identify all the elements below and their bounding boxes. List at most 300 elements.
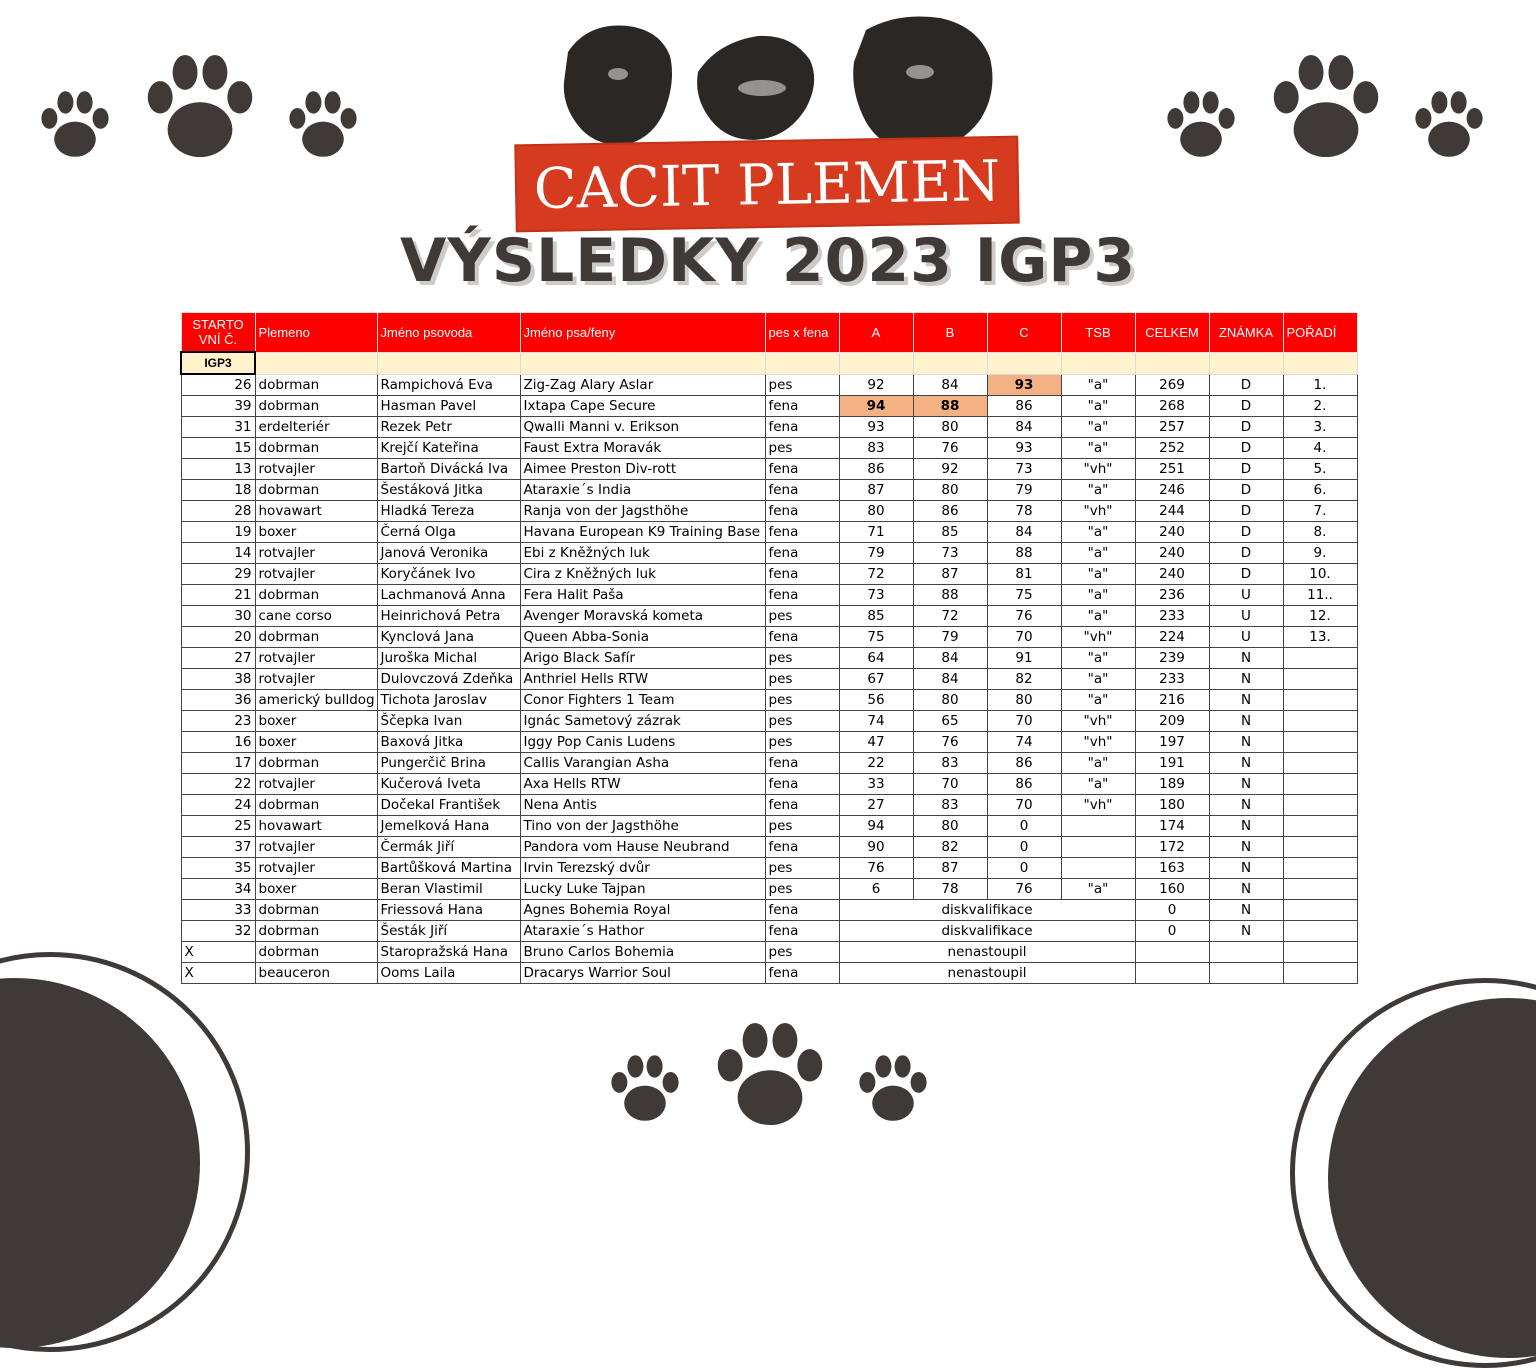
column-header: C bbox=[987, 313, 1061, 353]
tsb-cell: "a" bbox=[1061, 564, 1135, 585]
group-cell bbox=[1209, 352, 1283, 374]
handler-cell: Hasman Pavel bbox=[377, 396, 520, 417]
breed-cell: erdelteriér bbox=[255, 417, 377, 438]
breed-cell: dobrman bbox=[255, 942, 377, 963]
tsb-cell: "a" bbox=[1061, 480, 1135, 501]
dog-name-cell: Fera Halit Paša bbox=[520, 585, 765, 606]
score-a-cell: 83 bbox=[839, 438, 913, 459]
tsb-cell: "a" bbox=[1061, 669, 1135, 690]
dog-name-cell: Nena Antis bbox=[520, 795, 765, 816]
rank-cell bbox=[1283, 816, 1357, 837]
breed-cell: dobrman bbox=[255, 795, 377, 816]
grade-cell: U bbox=[1209, 585, 1283, 606]
score-a-cell: 33 bbox=[839, 774, 913, 795]
table-row bbox=[181, 648, 1357, 669]
score-b-cell: 83 bbox=[913, 795, 987, 816]
grade-cell: N bbox=[1209, 837, 1283, 858]
paw-print-icon bbox=[604, 1052, 686, 1124]
table-row bbox=[181, 774, 1357, 795]
dog-name-cell: Ataraxie´s Hathor bbox=[520, 921, 765, 942]
rank-cell: 3. bbox=[1283, 417, 1357, 438]
handler-cell: Friessová Hana bbox=[377, 900, 520, 921]
grade-cell: N bbox=[1209, 690, 1283, 711]
total-cell: 0 bbox=[1135, 900, 1209, 921]
handler-cell: Dočekal František bbox=[377, 795, 520, 816]
dog-name-cell: Tino von der Jagsthöhe bbox=[520, 816, 765, 837]
sex-cell: pes bbox=[765, 606, 839, 627]
breed-cell: boxer bbox=[255, 522, 377, 543]
group-cell bbox=[913, 352, 987, 374]
score-c-cell: 70 bbox=[987, 627, 1061, 648]
status-note-cell: diskvalifikace bbox=[839, 900, 1135, 921]
score-a-cell: 6 bbox=[839, 879, 913, 900]
column-header: TSB bbox=[1061, 313, 1135, 353]
total-cell: 189 bbox=[1135, 774, 1209, 795]
score-a-cell: 87 bbox=[839, 480, 913, 501]
start-number-cell: 15 bbox=[181, 438, 255, 459]
sex-cell: pes bbox=[765, 711, 839, 732]
rank-cell: 2. bbox=[1283, 396, 1357, 417]
table-row bbox=[181, 374, 1357, 396]
start-number-cell: 37 bbox=[181, 837, 255, 858]
tsb-cell: "vh" bbox=[1061, 795, 1135, 816]
total-cell: 174 bbox=[1135, 816, 1209, 837]
score-b-cell: 72 bbox=[913, 606, 987, 627]
start-number-cell: 33 bbox=[181, 900, 255, 921]
dog-name-cell: Avenger Moravská kometa bbox=[520, 606, 765, 627]
rank-cell bbox=[1283, 858, 1357, 879]
grade-cell: D bbox=[1209, 459, 1283, 480]
sex-cell: fena bbox=[765, 585, 839, 606]
sex-cell: fena bbox=[765, 963, 839, 984]
score-a-cell: 27 bbox=[839, 795, 913, 816]
grade-cell: D bbox=[1209, 417, 1283, 438]
total-cell: 268 bbox=[1135, 396, 1209, 417]
score-a-cell: 85 bbox=[839, 606, 913, 627]
empty-cell bbox=[1283, 963, 1357, 984]
rank-cell: 8. bbox=[1283, 522, 1357, 543]
sex-cell: fena bbox=[765, 795, 839, 816]
table-row bbox=[181, 396, 1357, 417]
start-number-cell: 29 bbox=[181, 564, 255, 585]
status-note-cell: nenastoupil bbox=[839, 963, 1135, 984]
group-cell bbox=[1061, 352, 1135, 374]
grade-cell: D bbox=[1209, 501, 1283, 522]
empty-cell bbox=[1283, 942, 1357, 963]
page-title: VÝSLEDKY 2023 IGP3 bbox=[399, 226, 1137, 296]
grade-cell: D bbox=[1209, 480, 1283, 501]
group-label: IGP3 bbox=[181, 352, 255, 374]
dog-name-cell: Lucky Luke Tajpan bbox=[520, 879, 765, 900]
sex-cell: pes bbox=[765, 942, 839, 963]
tsb-cell bbox=[1061, 837, 1135, 858]
grade-cell: U bbox=[1209, 606, 1283, 627]
start-number-cell: X bbox=[181, 942, 255, 963]
score-c-cell: 76 bbox=[987, 606, 1061, 627]
handler-cell: Juroška Michal bbox=[377, 648, 520, 669]
total-cell: 191 bbox=[1135, 753, 1209, 774]
handler-cell: Krejčí Kateřina bbox=[377, 438, 520, 459]
group-row bbox=[181, 352, 1357, 374]
total-cell: 233 bbox=[1135, 669, 1209, 690]
handler-cell: Staropražská Hana bbox=[377, 942, 520, 963]
start-number-cell: 25 bbox=[181, 816, 255, 837]
dog-name-cell: Ebi z Kněžných luk bbox=[520, 543, 765, 564]
score-b-cell: 73 bbox=[913, 543, 987, 564]
score-a-cell: 67 bbox=[839, 669, 913, 690]
breed-cell: americký bulldog bbox=[255, 690, 377, 711]
breed-cell: boxer bbox=[255, 711, 377, 732]
table-row bbox=[181, 711, 1357, 732]
empty-cell bbox=[1135, 942, 1209, 963]
score-a-cell: 74 bbox=[839, 711, 913, 732]
table-row bbox=[181, 858, 1357, 879]
tsb-cell: "a" bbox=[1061, 690, 1135, 711]
grade-cell: N bbox=[1209, 711, 1283, 732]
rank-cell: 13. bbox=[1283, 627, 1357, 648]
rank-cell bbox=[1283, 774, 1357, 795]
score-b-cell: 65 bbox=[913, 711, 987, 732]
dog-name-cell: Queen Abba-Sonia bbox=[520, 627, 765, 648]
breed-cell: dobrman bbox=[255, 921, 377, 942]
rank-cell: 6. bbox=[1283, 480, 1357, 501]
grade-cell: N bbox=[1209, 732, 1283, 753]
table-row bbox=[181, 900, 1357, 921]
total-cell: 246 bbox=[1135, 480, 1209, 501]
rank-cell bbox=[1283, 648, 1357, 669]
start-number-cell: 36 bbox=[181, 690, 255, 711]
sex-cell: fena bbox=[765, 396, 839, 417]
breed-cell: rotvajler bbox=[255, 774, 377, 795]
group-cell bbox=[1283, 352, 1357, 374]
score-c-cell: 82 bbox=[987, 669, 1061, 690]
tsb-cell: "a" bbox=[1061, 522, 1135, 543]
table-row bbox=[181, 753, 1357, 774]
breed-cell: cane corso bbox=[255, 606, 377, 627]
paw-print-icon bbox=[282, 88, 364, 160]
start-number-cell: 19 bbox=[181, 522, 255, 543]
sex-cell: fena bbox=[765, 921, 839, 942]
total-cell: 252 bbox=[1135, 438, 1209, 459]
score-b-cell: 78 bbox=[913, 879, 987, 900]
column-header: STARTO VNÍ Č. bbox=[181, 313, 255, 353]
table-row bbox=[181, 921, 1357, 942]
sex-cell: pes bbox=[765, 858, 839, 879]
rank-cell bbox=[1283, 732, 1357, 753]
breed-cell: rotvajler bbox=[255, 858, 377, 879]
handler-cell: Tichota Jaroslav bbox=[377, 690, 520, 711]
start-number-cell: 13 bbox=[181, 459, 255, 480]
score-a-cell: 94 bbox=[839, 396, 913, 417]
grade-cell: N bbox=[1209, 795, 1283, 816]
paw-print-icon bbox=[852, 1052, 934, 1124]
dog-name-cell: Axa Hells RTW bbox=[520, 774, 765, 795]
start-number-cell: 39 bbox=[181, 396, 255, 417]
column-header: Plemeno bbox=[255, 313, 377, 353]
dog-name-cell: Bruno Carlos Bohemia bbox=[520, 942, 765, 963]
tsb-cell: "a" bbox=[1061, 753, 1135, 774]
start-number-cell: 30 bbox=[181, 606, 255, 627]
handler-cell: Kynclová Jana bbox=[377, 627, 520, 648]
start-number-cell: 17 bbox=[181, 753, 255, 774]
empty-cell bbox=[1209, 963, 1283, 984]
total-cell: 160 bbox=[1135, 879, 1209, 900]
group-cell bbox=[377, 352, 520, 374]
grade-cell: N bbox=[1209, 879, 1283, 900]
tsb-cell: "vh" bbox=[1061, 627, 1135, 648]
breed-cell: boxer bbox=[255, 879, 377, 900]
handler-cell: Ooms Laila bbox=[377, 963, 520, 984]
breed-cell: rotvajler bbox=[255, 837, 377, 858]
score-a-cell: 71 bbox=[839, 522, 913, 543]
score-c-cell: 86 bbox=[987, 396, 1061, 417]
tsb-cell: "a" bbox=[1061, 374, 1135, 396]
rank-cell bbox=[1283, 879, 1357, 900]
group-cell bbox=[839, 352, 913, 374]
score-a-cell: 64 bbox=[839, 648, 913, 669]
rank-cell: 9. bbox=[1283, 543, 1357, 564]
sex-cell: fena bbox=[765, 564, 839, 585]
breed-cell: rotvajler bbox=[255, 543, 377, 564]
dog-name-cell: Ignác Sametový zázrak bbox=[520, 711, 765, 732]
dog-name-cell: Pandora vom Hause Neubrand bbox=[520, 837, 765, 858]
start-number-cell: 14 bbox=[181, 543, 255, 564]
dog-name-cell: Agnes Bohemia Royal bbox=[520, 900, 765, 921]
tsb-cell: "vh" bbox=[1061, 459, 1135, 480]
table-row bbox=[181, 690, 1357, 711]
paw-print-icon bbox=[134, 50, 266, 162]
start-number-cell: 18 bbox=[181, 480, 255, 501]
score-b-cell: 88 bbox=[913, 585, 987, 606]
grade-cell: D bbox=[1209, 543, 1283, 564]
score-b-cell: 79 bbox=[913, 627, 987, 648]
score-b-cell: 88 bbox=[913, 396, 987, 417]
score-a-cell: 90 bbox=[839, 837, 913, 858]
paw-print-icon bbox=[704, 1018, 836, 1130]
sex-cell: fena bbox=[765, 900, 839, 921]
score-a-cell: 75 bbox=[839, 627, 913, 648]
start-number-cell: 24 bbox=[181, 795, 255, 816]
group-cell bbox=[987, 352, 1061, 374]
start-number-cell: 23 bbox=[181, 711, 255, 732]
handler-cell: Beran Vlastimil bbox=[377, 879, 520, 900]
total-cell: 269 bbox=[1135, 374, 1209, 396]
empty-cell bbox=[1135, 963, 1209, 984]
score-c-cell: 88 bbox=[987, 543, 1061, 564]
sex-cell: fena bbox=[765, 522, 839, 543]
handler-cell: Šesták Jiří bbox=[377, 921, 520, 942]
brand-title: CACIT PLEMEN bbox=[533, 148, 1001, 223]
start-number-cell: 22 bbox=[181, 774, 255, 795]
rank-cell: 11.. bbox=[1283, 585, 1357, 606]
table-row bbox=[181, 438, 1357, 459]
tsb-cell: "a" bbox=[1061, 879, 1135, 900]
score-b-cell: 84 bbox=[913, 374, 987, 396]
paw-print-icon bbox=[1260, 50, 1392, 162]
breed-cell: rotvajler bbox=[255, 669, 377, 690]
table-row bbox=[181, 942, 1357, 963]
sex-cell: fena bbox=[765, 774, 839, 795]
start-number-cell: 32 bbox=[181, 921, 255, 942]
sex-cell: fena bbox=[765, 501, 839, 522]
score-c-cell: 81 bbox=[987, 564, 1061, 585]
score-c-cell: 78 bbox=[987, 501, 1061, 522]
rank-cell: 1. bbox=[1283, 374, 1357, 396]
total-cell: 224 bbox=[1135, 627, 1209, 648]
rank-cell bbox=[1283, 900, 1357, 921]
total-cell: 172 bbox=[1135, 837, 1209, 858]
score-c-cell: 86 bbox=[987, 753, 1061, 774]
score-b-cell: 70 bbox=[913, 774, 987, 795]
score-a-cell: 92 bbox=[839, 374, 913, 396]
sex-cell: pes bbox=[765, 816, 839, 837]
tsb-cell: "a" bbox=[1061, 396, 1135, 417]
rank-cell bbox=[1283, 690, 1357, 711]
sex-cell: fena bbox=[765, 627, 839, 648]
tsb-cell: "a" bbox=[1061, 417, 1135, 438]
total-cell: 239 bbox=[1135, 648, 1209, 669]
grade-cell: N bbox=[1209, 921, 1283, 942]
handler-cell: Ščepka Ivan bbox=[377, 711, 520, 732]
table-row bbox=[181, 564, 1357, 585]
total-cell: 240 bbox=[1135, 564, 1209, 585]
sex-cell: fena bbox=[765, 459, 839, 480]
score-b-cell: 83 bbox=[913, 753, 987, 774]
dog-name-cell: Ranja von der Jagsthöhe bbox=[520, 501, 765, 522]
score-b-cell: 87 bbox=[913, 858, 987, 879]
dog-name-cell: Arigo Black Safír bbox=[520, 648, 765, 669]
breed-cell: dobrman bbox=[255, 585, 377, 606]
start-number-cell: 26 bbox=[181, 374, 255, 396]
group-cell bbox=[1135, 352, 1209, 374]
total-cell: 216 bbox=[1135, 690, 1209, 711]
grade-cell: U bbox=[1209, 627, 1283, 648]
total-cell: 257 bbox=[1135, 417, 1209, 438]
handler-cell: Koryčánek Ivo bbox=[377, 564, 520, 585]
sex-cell: fena bbox=[765, 417, 839, 438]
table-row bbox=[181, 837, 1357, 858]
score-c-cell: 76 bbox=[987, 879, 1061, 900]
total-cell: 197 bbox=[1135, 732, 1209, 753]
total-cell: 244 bbox=[1135, 501, 1209, 522]
rank-cell bbox=[1283, 753, 1357, 774]
score-c-cell: 86 bbox=[987, 774, 1061, 795]
empty-cell bbox=[1209, 942, 1283, 963]
total-cell: 180 bbox=[1135, 795, 1209, 816]
grade-cell: N bbox=[1209, 774, 1283, 795]
column-header: POŘADÍ bbox=[1283, 313, 1357, 353]
grade-cell: D bbox=[1209, 438, 1283, 459]
column-header: CELKEM bbox=[1135, 313, 1209, 353]
score-c-cell: 0 bbox=[987, 816, 1061, 837]
score-b-cell: 76 bbox=[913, 438, 987, 459]
sex-cell: fena bbox=[765, 480, 839, 501]
start-number-cell: X bbox=[181, 963, 255, 984]
rank-cell: 10. bbox=[1283, 564, 1357, 585]
score-c-cell: 80 bbox=[987, 690, 1061, 711]
breed-cell: dobrman bbox=[255, 374, 377, 396]
start-number-cell: 21 bbox=[181, 585, 255, 606]
score-a-cell: 80 bbox=[839, 501, 913, 522]
tsb-cell bbox=[1061, 858, 1135, 879]
total-cell: 233 bbox=[1135, 606, 1209, 627]
handler-cell: Kučerová Iveta bbox=[377, 774, 520, 795]
handler-cell: Hladká Tereza bbox=[377, 501, 520, 522]
sex-cell: pes bbox=[765, 732, 839, 753]
score-c-cell: 84 bbox=[987, 522, 1061, 543]
breed-cell: dobrman bbox=[255, 753, 377, 774]
breed-cell: beauceron bbox=[255, 963, 377, 984]
table-row bbox=[181, 669, 1357, 690]
breed-cell: boxer bbox=[255, 732, 377, 753]
dog-name-cell: Anthriel Hells RTW bbox=[520, 669, 765, 690]
score-b-cell: 87 bbox=[913, 564, 987, 585]
dog-name-cell: Iggy Pop Canis Ludens bbox=[520, 732, 765, 753]
score-b-cell: 80 bbox=[913, 480, 987, 501]
breed-cell: rotvajler bbox=[255, 564, 377, 585]
breed-cell: rotvajler bbox=[255, 459, 377, 480]
dog-name-cell: Irvin Terezský dvůr bbox=[520, 858, 765, 879]
table-row bbox=[181, 459, 1357, 480]
score-a-cell: 93 bbox=[839, 417, 913, 438]
dog-name-cell: Conor Fighters 1 Team bbox=[520, 690, 765, 711]
score-a-cell: 72 bbox=[839, 564, 913, 585]
dog-illustration bbox=[548, 12, 1004, 160]
rank-cell: 4. bbox=[1283, 438, 1357, 459]
score-b-cell: 86 bbox=[913, 501, 987, 522]
total-cell: 0 bbox=[1135, 921, 1209, 942]
table-row bbox=[181, 543, 1357, 564]
tsb-cell: "a" bbox=[1061, 648, 1135, 669]
start-number-cell: 20 bbox=[181, 627, 255, 648]
breed-cell: dobrman bbox=[255, 627, 377, 648]
dog-name-cell: Cira z Kněžných luk bbox=[520, 564, 765, 585]
group-cell bbox=[520, 352, 765, 374]
group-cell bbox=[765, 352, 839, 374]
rank-cell bbox=[1283, 669, 1357, 690]
table-row bbox=[181, 879, 1357, 900]
start-number-cell: 16 bbox=[181, 732, 255, 753]
table-row bbox=[181, 795, 1357, 816]
grade-cell: N bbox=[1209, 858, 1283, 879]
grade-cell: D bbox=[1209, 374, 1283, 396]
dog-name-cell: Dracarys Warrior Soul bbox=[520, 963, 765, 984]
table-row bbox=[181, 480, 1357, 501]
start-number-cell: 38 bbox=[181, 669, 255, 690]
tsb-cell: "vh" bbox=[1061, 732, 1135, 753]
grade-cell: N bbox=[1209, 816, 1283, 837]
table-row bbox=[181, 627, 1357, 648]
tsb-cell: "a" bbox=[1061, 543, 1135, 564]
column-header: A bbox=[839, 313, 913, 353]
dog-name-cell: Callis Varangian Asha bbox=[520, 753, 765, 774]
total-cell: 240 bbox=[1135, 543, 1209, 564]
grade-cell: D bbox=[1209, 396, 1283, 417]
score-b-cell: 76 bbox=[913, 732, 987, 753]
start-number-cell: 31 bbox=[181, 417, 255, 438]
paw-print-icon bbox=[34, 88, 116, 160]
sex-cell: pes bbox=[765, 648, 839, 669]
results-table bbox=[180, 312, 1358, 984]
handler-cell: Bartoň Divácká Iva bbox=[377, 459, 520, 480]
total-cell: 209 bbox=[1135, 711, 1209, 732]
table-row bbox=[181, 816, 1357, 837]
column-header: B bbox=[913, 313, 987, 353]
score-a-cell: 73 bbox=[839, 585, 913, 606]
start-number-cell: 27 bbox=[181, 648, 255, 669]
handler-cell: Rezek Petr bbox=[377, 417, 520, 438]
tsb-cell: "a" bbox=[1061, 774, 1135, 795]
